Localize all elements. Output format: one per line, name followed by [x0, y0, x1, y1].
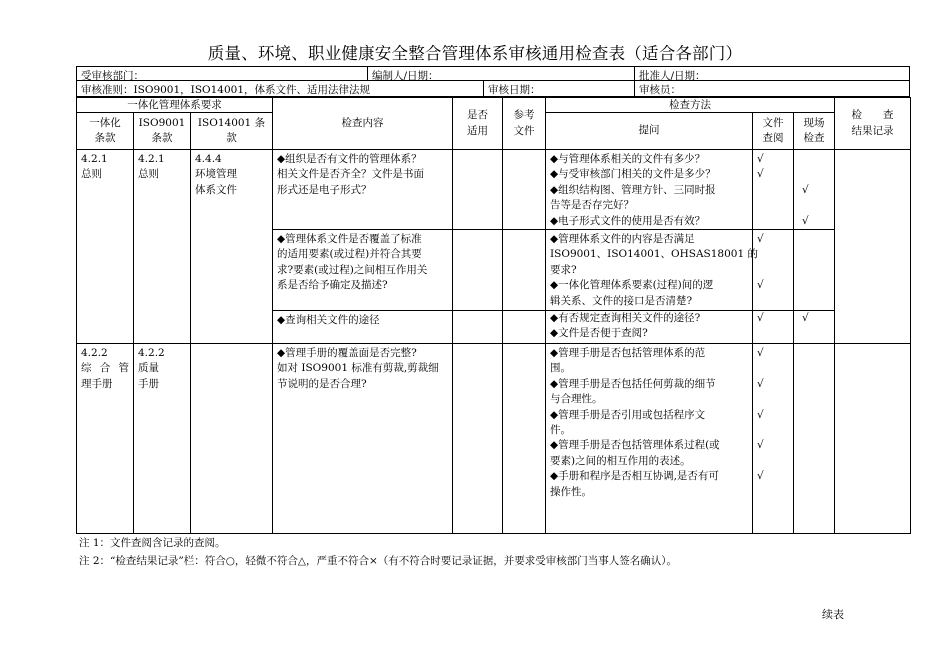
page-title: 质量、环境、职业健康安全整合管理体系审核通用检查表（适合各部门） — [207, 44, 743, 63]
auditor-label: 审核员： — [639, 84, 681, 96]
ref-docs-header: 参考 文件 — [503, 98, 546, 150]
applicable-cell[interactable] — [453, 150, 503, 230]
iso9001-clause-cell: 4.2.1 总则 — [134, 150, 191, 344]
doc-review-header: 文件 查阅 — [753, 113, 794, 150]
content-header: 检查内容 — [273, 98, 453, 150]
doc-review-cell: √ √ √ √ √ — [753, 344, 794, 534]
site-check-cell — [794, 344, 835, 534]
table-row — [77, 344, 911, 534]
applicable-cell[interactable] — [453, 230, 503, 311]
applicable-header: 是否 适用 — [453, 98, 503, 150]
audit-date-label: 审核日期： — [488, 84, 541, 96]
site-check-cell — [794, 230, 835, 311]
iso14001-clause-cell — [191, 344, 273, 534]
ref-docs-cell[interactable] — [503, 344, 546, 534]
prepared-by-label: 编制人/日期： — [372, 70, 439, 82]
iso14001-clause-cell: 4.4.4 环境管理 体系文件 — [191, 150, 273, 344]
integrated-clause-cell: 4.2.2 综 合 管 理手册 — [77, 344, 134, 534]
iso9001-clause-header: ISO9001 条款 — [134, 113, 191, 150]
content-cell: ◆组织是否有文件的管理体系？ 相关文件是否齐全？文件是书面 形式还是电子形式？ — [273, 150, 453, 230]
audited-dept-label: 受审核部门： — [81, 70, 144, 82]
site-check-header: 现场 检查 — [794, 113, 835, 150]
question-cell: ◆管理手册是否包括管理体系的范 围。 ◆管理手册是否包括任何剪裁的细节 与合理性。 ◆管理手册是否引用或包括程序文 件。 ◆管理手册是否包括管理体系过程(或 要素)之间的相互作用的表述。 ◆手册和程序是否相互协调,是否有可 操作性。 — [546, 344, 753, 534]
doc-review-cell: √ √ — [753, 230, 794, 311]
integrated-clause-cell: 4.2.1 总则 — [77, 150, 134, 344]
method-group-header: 检查方法 — [546, 98, 835, 113]
ref-docs-cell[interactable] — [503, 150, 546, 230]
iso14001-clause-header: ISO14001 条 款 — [191, 113, 273, 150]
question-header: 提问 — [546, 113, 753, 150]
content-cell: ◆查询相关文件的途径 — [273, 311, 453, 344]
approved-by-label: 批准人/日期： — [639, 70, 706, 82]
question-cell: ◆与管理体系相关的文件有多少？ ◆与受审核部门相关的文件是多少？ ◆组织结构图、管理方针、三同时报 告等是否存完好？ ◆电子形式文件的使用是否有效？ — [546, 150, 753, 230]
continued-label: 续表 — [822, 608, 844, 621]
header-row-2 — [76, 81, 910, 97]
req-group-header: 一体化管理体系要求 — [77, 98, 273, 113]
applicable-cell[interactable] — [453, 311, 503, 344]
result-cell[interactable] — [835, 344, 911, 534]
site-check-cell: √ — [794, 311, 835, 344]
result-header: 检 查 结果记录 — [835, 98, 911, 150]
question-cell: ◆有否规定查询相关文件的途径? ◆文件是否便于查阅? — [546, 311, 753, 344]
site-check-cell: √ √ — [794, 150, 835, 230]
content-cell: ◆管理手册的覆盖面是否完整? 如对 ISO9001 标准有剪裁,剪裁细 节说明的是否合理? — [273, 344, 453, 534]
checklist-table — [76, 97, 911, 534]
doc-review-cell: √ — [753, 311, 794, 344]
table-row — [77, 150, 911, 230]
iso9001-clause-cell: 4.2.2 质量 手册 — [134, 344, 191, 534]
applicable-cell[interactable] — [453, 344, 503, 534]
note-2: 注 2：“检查结果记录”栏：符合○，轻微不符合△，严重不符合×（有不符合时要记录证据，并要求受审核部门当事人签名确认）。 — [79, 555, 678, 567]
doc-review-cell: √ √ — [753, 150, 794, 230]
ref-docs-cell[interactable] — [503, 230, 546, 311]
note-1: 注 1：文件查阅含记录的查阅。 — [79, 537, 226, 549]
header-row-1 — [76, 66, 910, 81]
content-cell: ◆管理体系文件是否覆盖了标准 的适用要素(或过程)并符合其要 求?要素(或过程)之间相互作用关 系是否给予确定及描述? — [273, 230, 453, 311]
ref-docs-cell[interactable] — [503, 311, 546, 344]
audit-criteria-label: 审核准则：ISO9001，ISO14001，体系文件、适用法律法规 — [81, 84, 371, 96]
integrated-clause-header: 一体化 条款 — [77, 113, 134, 150]
question-cell: ◆管理体系文件的内容是否满足 ISO9001、ISO14001、OHSAS18001 的 要求? ◆一体化管理体系要素(过程)间的逻 辑关系、文件的接口是否清楚? — [546, 230, 753, 311]
result-cell[interactable] — [835, 150, 911, 344]
